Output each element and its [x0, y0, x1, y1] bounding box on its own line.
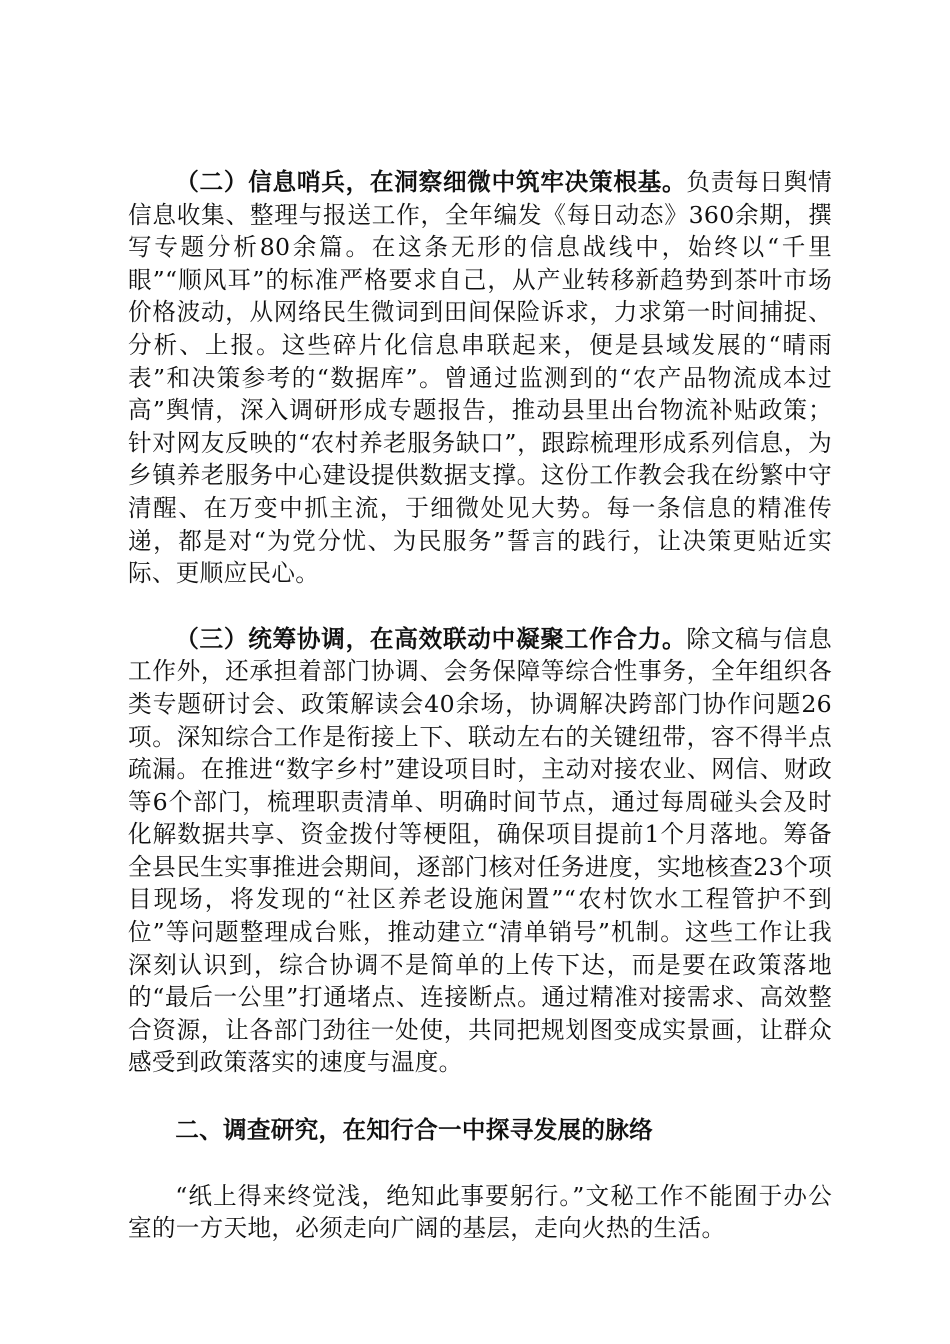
- paragraph-body: 除文稿与信息工作外，还承担着部门协调、会务保障等综合性事务，全年组织各类专题研讨会、政策解读会40余场，协调解决跨部门协作问题26项。深知综合工作是衔接上下、联动左右的关键纽带，容不得半点疏漏。在推进“数字乡村”建设项目时，主动对接农业、网信、财政等6个部门，梳理职责清单、明确时间节点，通过每周碰头会及时化解数据共享、资金拨付等梗阻，确保项目提前1个月落地。筹备全县民生实事推进会期间，逐部门核对任务进度，实地核查23个项目现场，将发现的“社区养老设施闲置”“农村饮水工程管护不到位”等问题整理成台账，推动建立“清单销号”机制。这些工作让我深刻认识到，综合协调不是简单的上传下达，而是要在政策落地的“最后一公里”打通堵点、连接断点。通过精准对接需求、高效整合资源，让各部门劲往一处使，共同把规划图变成实景画，让群众感受到政策落实的速度与温度。: [128, 624, 832, 1077]
- document-page: [128, 166, 832, 1245]
- section-heading: 二、调查研究，在知行合一中探寻发展的脉络: [175, 1116, 654, 1145]
- paragraph-investigation-intro: [128, 1180, 832, 1245]
- paragraph-body: “纸上得来终觉浅，绝知此事要躬行。”文秘工作不能囿于办公室的一方天地，必须走向广阔的基层，走向火热的生活。: [128, 1181, 832, 1243]
- paragraph-lead: （三）统筹协调，在高效联动中凝聚工作合力。: [175, 624, 687, 653]
- paragraph-overall-coordination: [128, 623, 832, 1079]
- paragraph-information-sentinel: [128, 166, 832, 590]
- paragraph-body: 负责每日舆情信息收集、整理与报送工作，全年编发《每日动态》360余期，撰写专题分析80余篇。在这条无形的信息战线中，始终以“千里眼”“顺风耳”的标准严格要求自己，从产业转移新趋势到茶叶市场价格波动，从网络民生微词到田间保险诉求，力求第一时间捕捉、分析、上报。这些碎片化信息串联起来，便是县域发展的“晴雨表”和决策参考的“数据库”。曾通过监测到的“农产品物流成本过高”舆情，深入调研形成专题报告，推动县里出台物流补贴政策；针对网友反映的“农村养老服务缺口”，跟踪梳理形成系列信息，为乡镇养老服务中心建设提供数据支撑。这份工作教会我在纷繁中守清醒、在万变中抓主流，于细微处见大势。每一条信息的精准传递，都是对“为党分忧、为民服务”誓言的践行，让决策更贴近实际、更顺应民心。: [128, 168, 832, 588]
- paragraph-lead: （二）信息哨兵，在洞察细微中筑牢决策根基。: [175, 168, 687, 196]
